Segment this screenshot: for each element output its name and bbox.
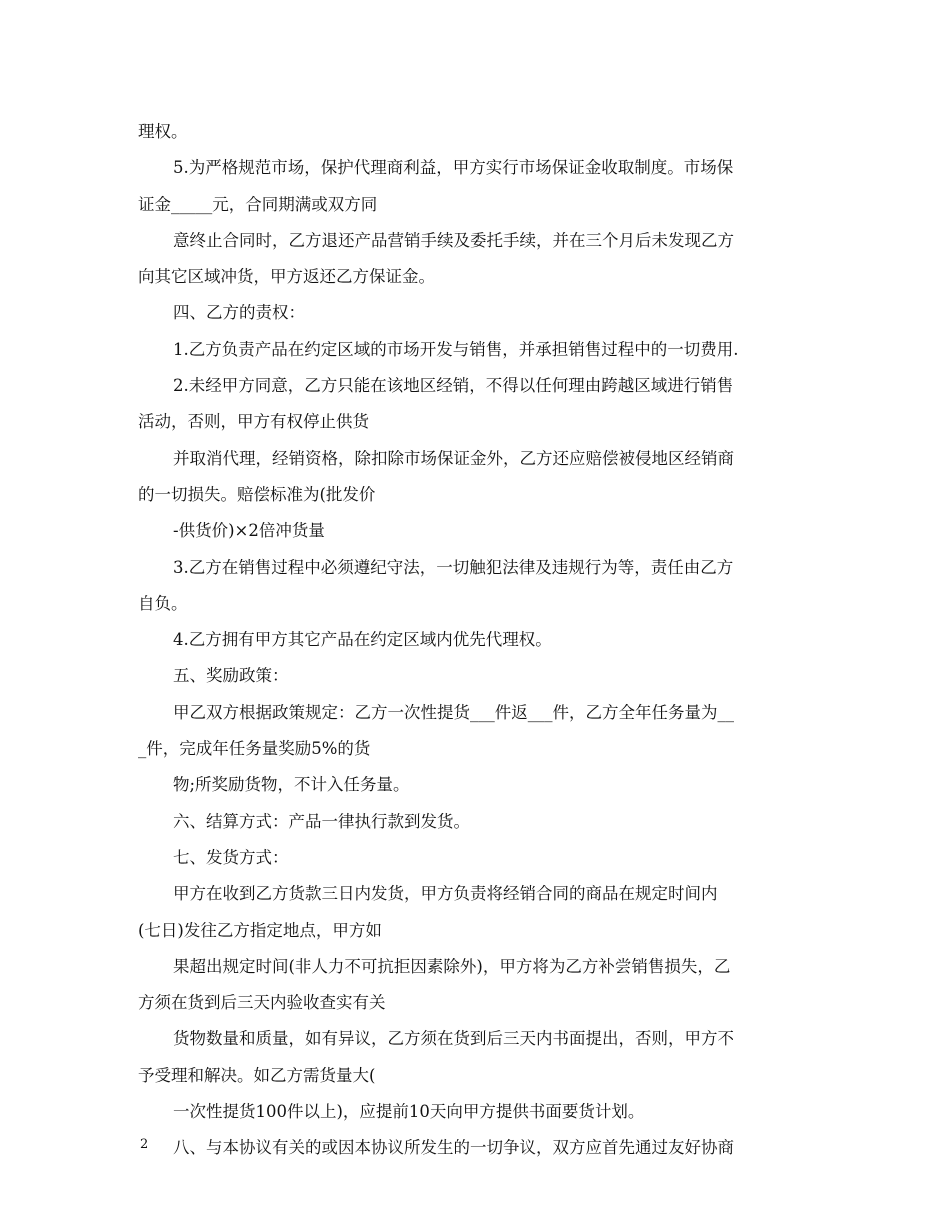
text-line: 并取消代理，经销资格，除扣除市场保证金外，乙方还应赔偿被侵地区经销商 (173, 448, 734, 468)
text-line: 5.为严格规范市场，保护代理商利益，甲方实行市场保证金收取制度。市场保 (173, 158, 734, 178)
text-line: 五、奖励政策： (173, 666, 289, 686)
text-line: _件，完成年任务量奖励5%的货 (138, 739, 371, 759)
text-line: 2.未经甲方同意，乙方只能在该地区经销，不得以任何理由跨越区域进行销售 (173, 376, 734, 396)
text-line: 甲乙双方根据政策规定：乙方一次性提货___件返___件，乙方全年任务量为__ (173, 702, 734, 722)
text-line: 物;所奖励货物，不计入任务量。 (173, 775, 410, 795)
text-line: 向其它区域冲货，甲方返还乙方保证金。 (138, 267, 435, 287)
text-line: 的一切损失。赔偿标准为(批发价 (138, 484, 376, 504)
page-number: 2 (140, 1137, 149, 1152)
text-line: 一次性提货100件以上)，应提前10天向甲方提供书面要货计划。 (173, 1102, 645, 1122)
text-line: 理权。 (138, 122, 188, 141)
text-line: 方须在货到后三天内验收查实有关 (138, 993, 386, 1013)
text-line: 4.乙方拥有甲方其它产品在约定区域内优先代理权。 (173, 630, 552, 650)
text-line: 意终止合同时，乙方退还产品营销手续及委托手续，并在三个月后未发现乙方 (173, 230, 734, 250)
text-line: 证金_____元，合同期满或双方同 (138, 194, 378, 214)
text-line: -供货价)×2倍冲货量 (173, 521, 325, 541)
text-line: 3.乙方在销售过程中必须遵纪守法，一切触犯法律及违规行为等，责任由乙方 (173, 557, 734, 577)
text-line: 予受理和解决。如乙方需货量大( (138, 1065, 376, 1085)
document-body (138, 114, 818, 1167)
text-line: 活动，否则，甲方有权停止供货 (138, 412, 369, 432)
text-line: 甲方在收到乙方货款三日内发货，甲方负责将经销合同的商品在规定时间内 (173, 884, 718, 904)
text-line: 1.乙方负责产品在约定区域的市场开发与销售，并承担销售过程中的一切费用. (173, 339, 739, 359)
text-line: 四、乙方的责权： (173, 303, 305, 323)
text-line: 自负。 (138, 593, 188, 613)
text-line: 六、结算方式：产品一律执行款到发货。 (173, 811, 470, 831)
text-line: 七、发货方式： (173, 847, 289, 867)
text-line: 货物数量和质量，如有异议，乙方须在货到后三天内书面提出，否则，甲方不 (173, 1029, 734, 1049)
text-line: 果超出规定时间(非人力不可抗拒因素除外)，甲方将为乙方补尝销售损失，乙 (173, 956, 731, 976)
text-line: (七日)发往乙方指定地点，甲方如 (138, 920, 382, 940)
text-line: 八、与本协议有关的或因本协议所发生的一切争议，双方应首先通过友好协商 (173, 1138, 734, 1158)
